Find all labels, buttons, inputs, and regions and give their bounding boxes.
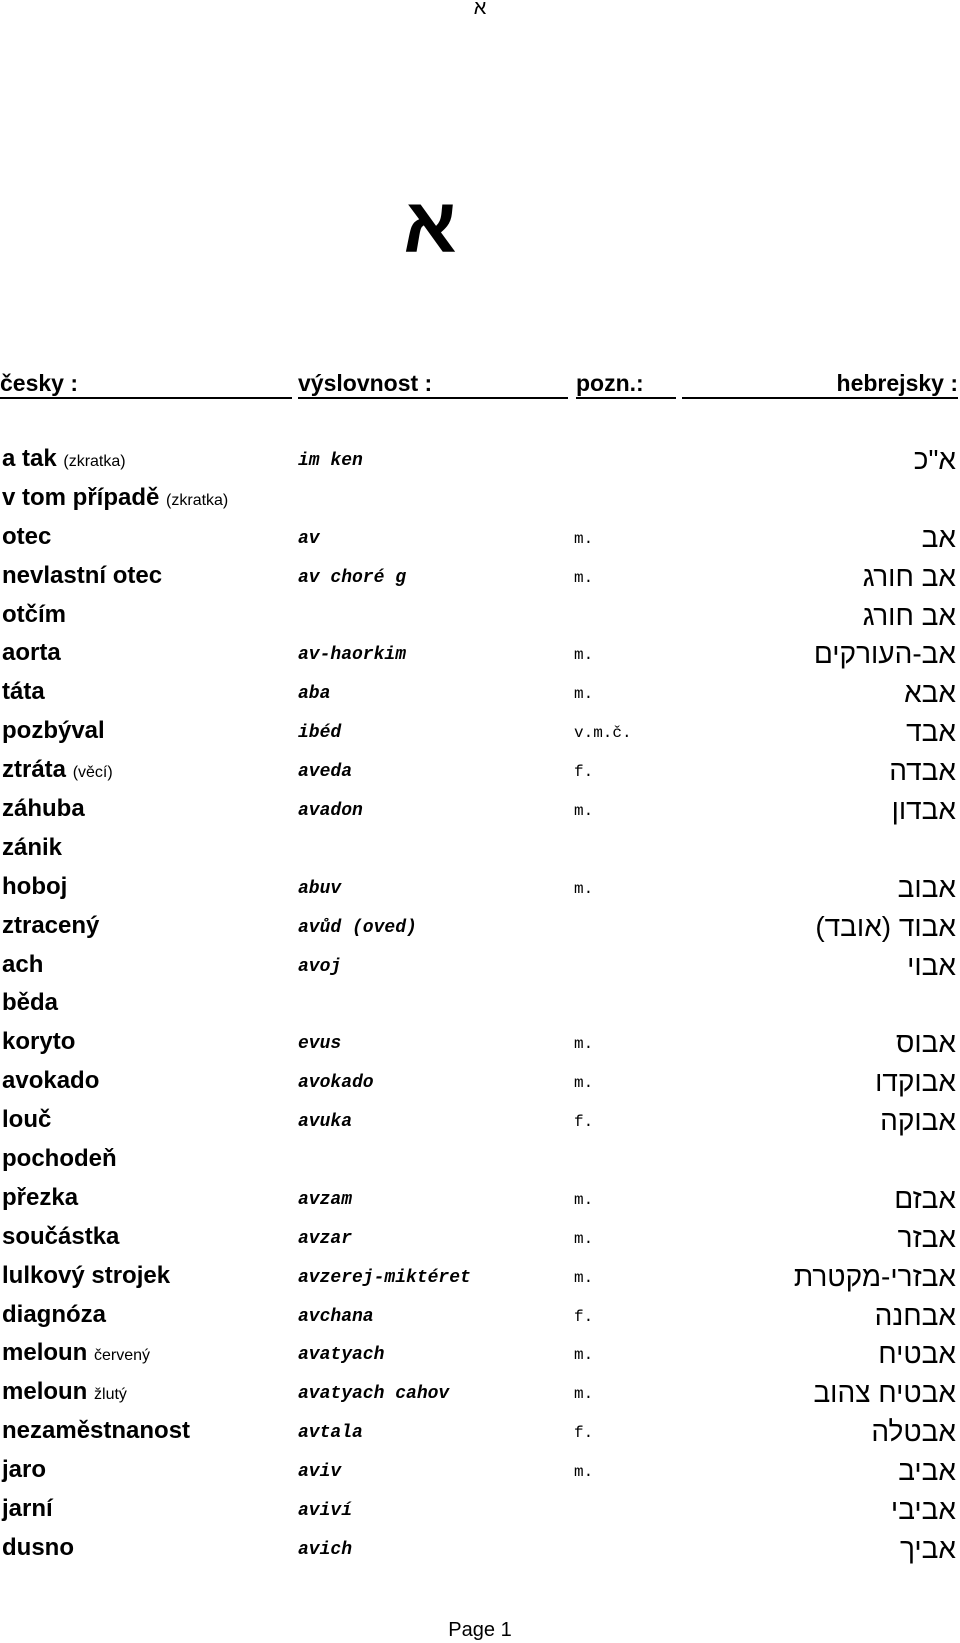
table-row — [0, 1300, 960, 1339]
pronunciation: avatyach — [298, 1345, 385, 1366]
hebrew-word: אבוקה — [880, 1105, 956, 1137]
pronunciation: ibéd — [298, 723, 342, 744]
hebrew-word: אבטיח — [878, 1338, 956, 1370]
grammar-note: m. — [574, 1385, 594, 1404]
czech-term — [2, 1338, 150, 1371]
pronunciation: aviví — [298, 1501, 353, 1522]
table-row — [0, 872, 960, 911]
czech-term — [2, 716, 105, 746]
czech-word: v tom případě — [2, 483, 160, 511]
table-row — [0, 911, 960, 950]
czech-qualifier: (zkratka) — [166, 491, 229, 509]
table-row — [0, 755, 960, 794]
hebrew-word: אבוס — [896, 1027, 956, 1059]
hebrew-word: אבדון — [891, 794, 956, 826]
czech-term — [2, 444, 126, 477]
pronunciation: avich — [298, 1539, 353, 1560]
table-row — [0, 950, 960, 989]
table-row — [0, 677, 960, 716]
grammar-note: m. — [574, 1074, 594, 1093]
table-row — [0, 1144, 960, 1183]
czech-word: louč — [2, 1106, 52, 1134]
czech-qualifier: (věcí) — [72, 764, 113, 782]
czech-word: meloun — [2, 1339, 88, 1367]
pronunciation: avatyach cahov — [298, 1384, 450, 1405]
czech-term — [2, 1105, 51, 1135]
hebrew-word: אב חורג — [862, 599, 956, 631]
czech-word: běda — [2, 989, 59, 1017]
grammar-note: f. — [574, 1424, 594, 1443]
table-row — [0, 483, 960, 522]
grammar-note: m. — [574, 1229, 594, 1248]
grammar-note: m. — [574, 879, 594, 898]
pronunciation: av choré g — [298, 567, 407, 588]
hebrew-word: אב-העורקים — [813, 638, 956, 670]
pronunciation: aviv — [298, 1462, 342, 1483]
table-row — [0, 833, 960, 872]
grammar-note: m. — [574, 802, 594, 821]
table-row — [0, 1455, 960, 1494]
hebrew-word: אבטיח צהוב — [813, 1377, 956, 1409]
hebrew-word: אבטלה — [871, 1416, 956, 1448]
hebrew-word: אביך — [900, 1532, 956, 1564]
hebrew-word: אבזרי-מקטרת — [793, 1260, 956, 1292]
grammar-note: m. — [574, 1463, 594, 1482]
czech-word: otčím — [2, 600, 67, 628]
czech-word: diagnóza — [2, 1300, 107, 1328]
czech-qualifier: červený — [94, 1347, 151, 1365]
czech-word: otec — [2, 522, 52, 550]
czech-term — [2, 522, 51, 552]
czech-word: ztracený — [2, 911, 100, 939]
czech-term — [2, 483, 228, 516]
czech-term — [2, 1027, 75, 1057]
hebrew-word: אב חורג — [862, 560, 956, 592]
column-header-hebrew: hebrejsky : — [682, 370, 958, 399]
hebrew-word: אבוי — [907, 949, 956, 981]
column-header-pronunciation: výslovnost : — [298, 370, 568, 399]
table-row — [0, 1416, 960, 1455]
pronunciation: av-haorkim — [298, 645, 407, 666]
hebrew-word: אביב — [898, 1455, 956, 1487]
pronunciation: av — [298, 528, 320, 549]
czech-term — [2, 1183, 78, 1213]
table-row — [0, 988, 960, 1027]
hebrew-word: א"כ — [913, 444, 956, 475]
hebrew-word: אבא — [904, 677, 956, 709]
pronunciation: aba — [298, 684, 331, 705]
czech-word: součástka — [2, 1222, 120, 1250]
czech-term — [2, 1300, 106, 1330]
grammar-note: m. — [574, 1035, 594, 1054]
czech-term — [2, 1066, 99, 1096]
grammar-note: f. — [574, 1113, 594, 1132]
czech-word: jaro — [2, 1456, 47, 1484]
table-row — [0, 444, 960, 483]
czech-term — [2, 794, 85, 824]
pronunciation: im ken — [298, 451, 363, 471]
hebrew-word: אבוב — [897, 871, 956, 903]
hebrew-word: אבד — [906, 716, 956, 748]
grammar-note: m. — [574, 1268, 594, 1287]
czech-term — [2, 561, 162, 591]
czech-term — [2, 872, 67, 902]
hebrew-word: אבזם — [894, 1182, 956, 1214]
pronunciation: abuv — [298, 878, 342, 899]
pronunciation: avokado — [298, 1073, 374, 1094]
table-row — [0, 716, 960, 755]
pronunciation: avuka — [298, 1112, 353, 1133]
czech-term — [2, 1494, 53, 1524]
grammar-note: m. — [574, 1346, 594, 1365]
czech-term — [2, 833, 62, 863]
czech-word: ztráta — [2, 756, 67, 784]
czech-word: pozbýval — [2, 717, 105, 745]
table-row — [0, 1494, 960, 1533]
column-header-czech: česky : — [0, 370, 292, 399]
grammar-note: f. — [574, 763, 594, 782]
table-row — [0, 1066, 960, 1105]
czech-term — [2, 1222, 119, 1252]
table-row — [0, 1261, 960, 1300]
grammar-note: m. — [574, 568, 594, 587]
czech-term — [2, 1455, 46, 1485]
czech-word: lulkový strojek — [2, 1261, 171, 1289]
czech-qualifier: (zkratka) — [63, 453, 126, 470]
czech-word: a tak — [2, 445, 57, 472]
hebrew-word: אבוד (אובד) — [815, 910, 956, 942]
czech-term — [2, 600, 66, 630]
pronunciation: avůd (oved) — [298, 917, 417, 938]
hebrew-word: אבוקדו — [875, 1066, 956, 1098]
table-row — [0, 794, 960, 833]
page-footer: Page 1 — [448, 1619, 512, 1641]
pronunciation: avzerej-miktéret — [298, 1267, 471, 1288]
czech-word: jarní — [2, 1495, 53, 1523]
pronunciation: avoj — [298, 956, 342, 977]
grammar-note: m. — [574, 646, 594, 665]
table-row — [0, 1027, 960, 1066]
czech-word: nezaměstnanost — [2, 1417, 191, 1445]
czech-term — [2, 950, 43, 980]
czech-term — [2, 988, 58, 1018]
table-row — [0, 561, 960, 600]
dictionary-table — [0, 444, 960, 1572]
hebrew-word: אבדה — [889, 755, 956, 787]
czech-term — [2, 1416, 190, 1446]
czech-word: přezka — [2, 1183, 79, 1211]
pronunciation: avchana — [298, 1306, 374, 1327]
grammar-note: m. — [574, 685, 594, 704]
table-row — [0, 1183, 960, 1222]
hebrew-word: אבחנה — [874, 1299, 956, 1331]
czech-word: nevlastní otec — [2, 561, 163, 589]
grammar-note: f. — [574, 1307, 594, 1326]
hebrew-word: אב — [921, 521, 956, 553]
column-header-note: pozn.: — [576, 370, 676, 399]
czech-word: záhuba — [2, 795, 85, 823]
czech-term — [2, 911, 99, 941]
pronunciation: avzar — [298, 1228, 353, 1249]
czech-word: koryto — [2, 1028, 76, 1056]
pronunciation: avtala — [298, 1423, 363, 1444]
czech-word: pochodeň — [2, 1145, 117, 1173]
czech-word: zánik — [2, 833, 63, 861]
section-letter-heading: א — [403, 181, 457, 269]
czech-word: aorta — [2, 639, 61, 667]
table-row — [0, 1377, 960, 1416]
czech-term — [2, 1377, 127, 1410]
czech-word: hoboj — [2, 872, 68, 900]
page-header-letter: א — [473, 0, 487, 19]
table-row — [0, 1105, 960, 1144]
column-header-row — [0, 370, 960, 400]
pronunciation: avadon — [298, 801, 363, 822]
grammar-note: m. — [574, 1190, 594, 1209]
grammar-note: m. — [574, 529, 594, 548]
czech-word: meloun — [2, 1378, 88, 1406]
czech-word: táta — [2, 678, 45, 706]
table-row — [0, 600, 960, 639]
table-row — [0, 1338, 960, 1377]
hebrew-word: אביבי — [890, 1494, 956, 1526]
czech-qualifier: žlutý — [94, 1386, 127, 1404]
czech-term — [2, 1261, 170, 1291]
pronunciation: evus — [298, 1034, 342, 1055]
czech-word: ach — [2, 950, 44, 978]
table-row — [0, 1533, 960, 1572]
czech-term — [2, 677, 45, 707]
czech-word: avokado — [2, 1067, 100, 1095]
czech-word: dusno — [2, 1533, 74, 1561]
czech-term — [2, 1144, 117, 1174]
table-row — [0, 638, 960, 677]
czech-term — [2, 755, 113, 788]
czech-term — [2, 1533, 74, 1563]
pronunciation: avzam — [298, 1189, 353, 1210]
pronunciation: aveda — [298, 762, 353, 783]
grammar-note: v.m.č. — [574, 724, 632, 743]
czech-term — [2, 638, 61, 668]
table-row — [0, 522, 960, 561]
table-row — [0, 1222, 960, 1261]
hebrew-word: אבזר — [897, 1221, 956, 1253]
